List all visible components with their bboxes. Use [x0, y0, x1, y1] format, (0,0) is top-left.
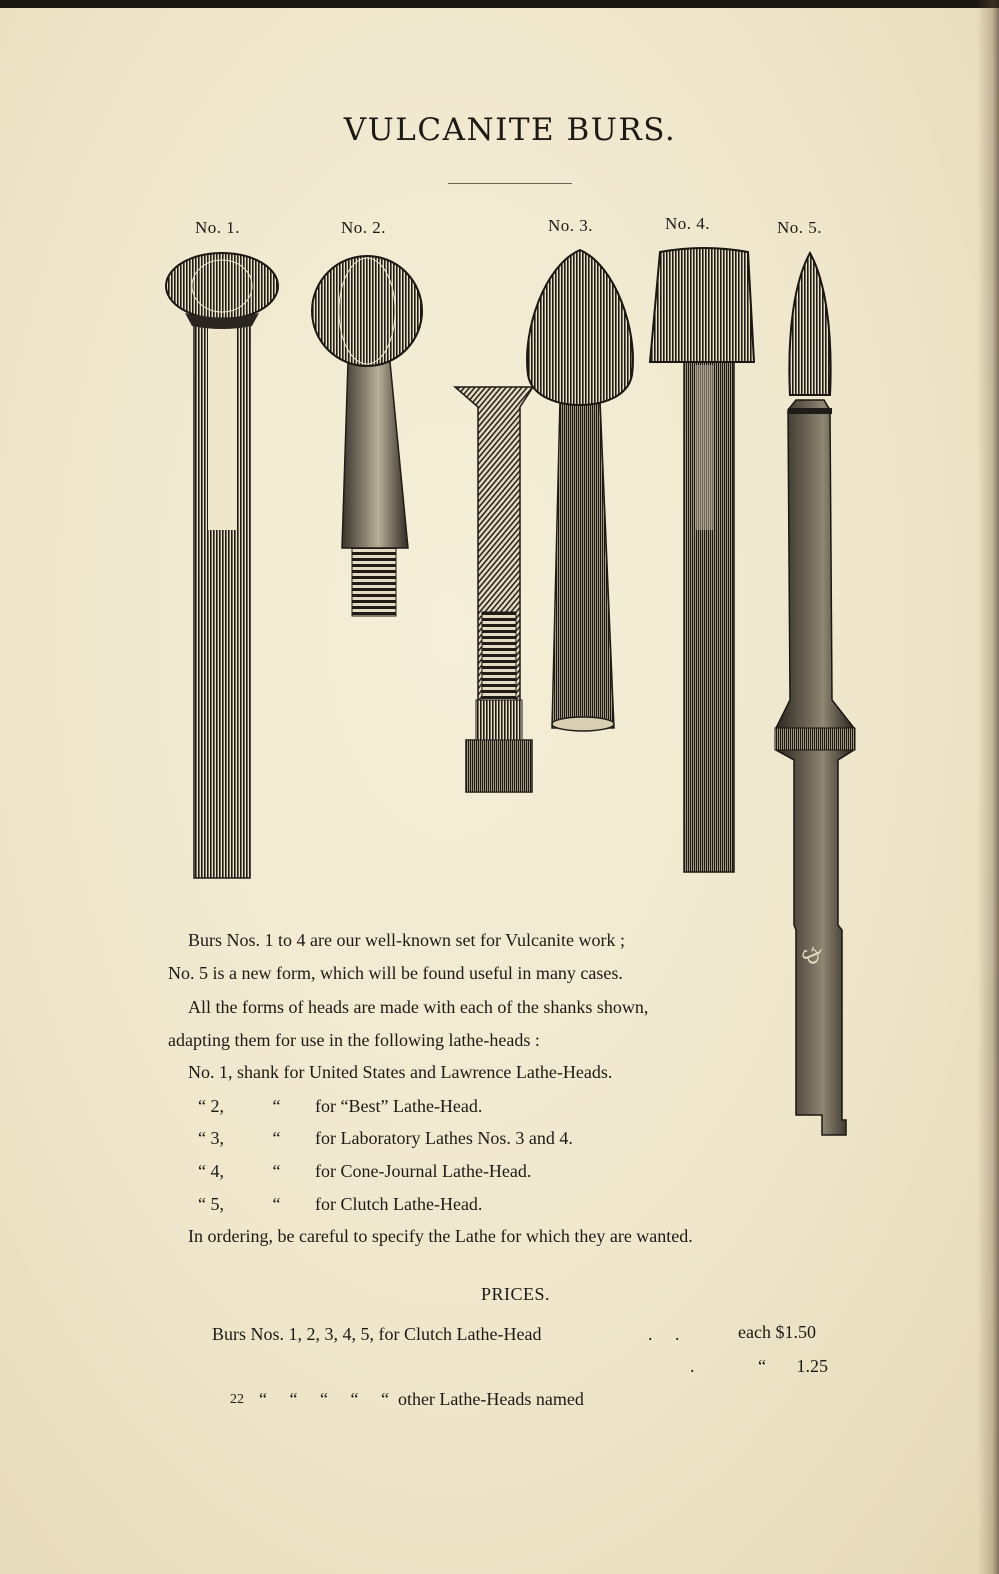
- description-line-4: adapting them for use in the following lathe-heads :: [168, 1030, 540, 1050]
- bur-3-shank-drawing: [455, 387, 533, 792]
- svg-text:&: &: [797, 941, 828, 969]
- page-title: VULCANITE BURS.: [343, 112, 677, 148]
- ditto-mark: “: [272, 1096, 281, 1116]
- ditto-mark: “: [272, 1194, 281, 1214]
- shank-row-1: [188, 1056, 612, 1089]
- price-value: 1.25: [796, 1356, 828, 1376]
- shank-row-2: [198, 1090, 482, 1123]
- price-unit: “: [758, 1356, 766, 1376]
- description-line-3: All the forms of heads are made with each of the shanks shown,: [188, 997, 649, 1017]
- bur-1-drawing: [166, 253, 278, 878]
- price-leader: . .: [648, 1324, 680, 1344]
- price-row-1: [212, 1318, 541, 1351]
- shank-description: for Cone-Journal Lathe-Head.: [315, 1161, 532, 1181]
- bur-label-5: No. 5.: [777, 218, 823, 237]
- price-description: Burs Nos. 1, 2, 3, 4, 5, for Clutch Lathe-Head: [212, 1324, 542, 1344]
- bur-3-drawing: [527, 250, 633, 731]
- shank-number: “ 2,: [198, 1096, 224, 1116]
- price-row-2: [232, 1350, 584, 1449]
- shank-number: No. 1,: [188, 1062, 233, 1082]
- price-unit: each: [738, 1322, 771, 1342]
- bur-label-4: No. 4.: [665, 214, 711, 233]
- price-leader: .: [690, 1356, 695, 1376]
- page-number: 22: [230, 1392, 244, 1407]
- prices-heading: PRICES.: [481, 1284, 551, 1304]
- ditto-mark: “: [272, 1161, 281, 1181]
- bur-label-1: No. 1.: [195, 218, 241, 237]
- shank-number: “ 5,: [198, 1194, 224, 1214]
- shank-description: for Laboratory Lathes Nos. 3 and 4.: [315, 1128, 573, 1148]
- shank-description: shank for United States and Lawrence Lathe-Heads.: [237, 1062, 613, 1082]
- ditto-mark: “: [272, 1128, 281, 1148]
- description-line-2: No. 5 is a new form, which will be found useful in many cases.: [168, 963, 623, 983]
- price-description: “ “ “ “ “ other Lathe-Heads named: [259, 1389, 584, 1409]
- shank-row-4: [198, 1155, 531, 1188]
- bur-label-3: No. 3.: [548, 216, 594, 235]
- bur-5-drawing: [775, 253, 855, 1135]
- shank-row-5: [198, 1188, 482, 1221]
- price-value: $1.50: [775, 1322, 816, 1342]
- shank-row-3: [198, 1122, 573, 1155]
- shank-description: for “Best” Lathe-Head.: [315, 1096, 483, 1116]
- shank-description: for Clutch Lathe-Head.: [315, 1194, 483, 1214]
- bur-label-2: No. 2.: [341, 218, 387, 237]
- shank-number: “ 4,: [198, 1161, 224, 1181]
- bur-4-drawing: [650, 248, 754, 872]
- price-row-1-unit: [738, 1316, 816, 1349]
- price-row-2-unit: [758, 1350, 828, 1383]
- shank-number: “ 3,: [198, 1128, 224, 1148]
- ordering-note: In ordering, be careful to specify the Lathe for which they are wanted.: [188, 1226, 693, 1246]
- bur-2-drawing: [312, 256, 422, 616]
- description-line-1: Burs Nos. 1 to 4 are our well-known set for Vulcanite work ;: [188, 930, 626, 950]
